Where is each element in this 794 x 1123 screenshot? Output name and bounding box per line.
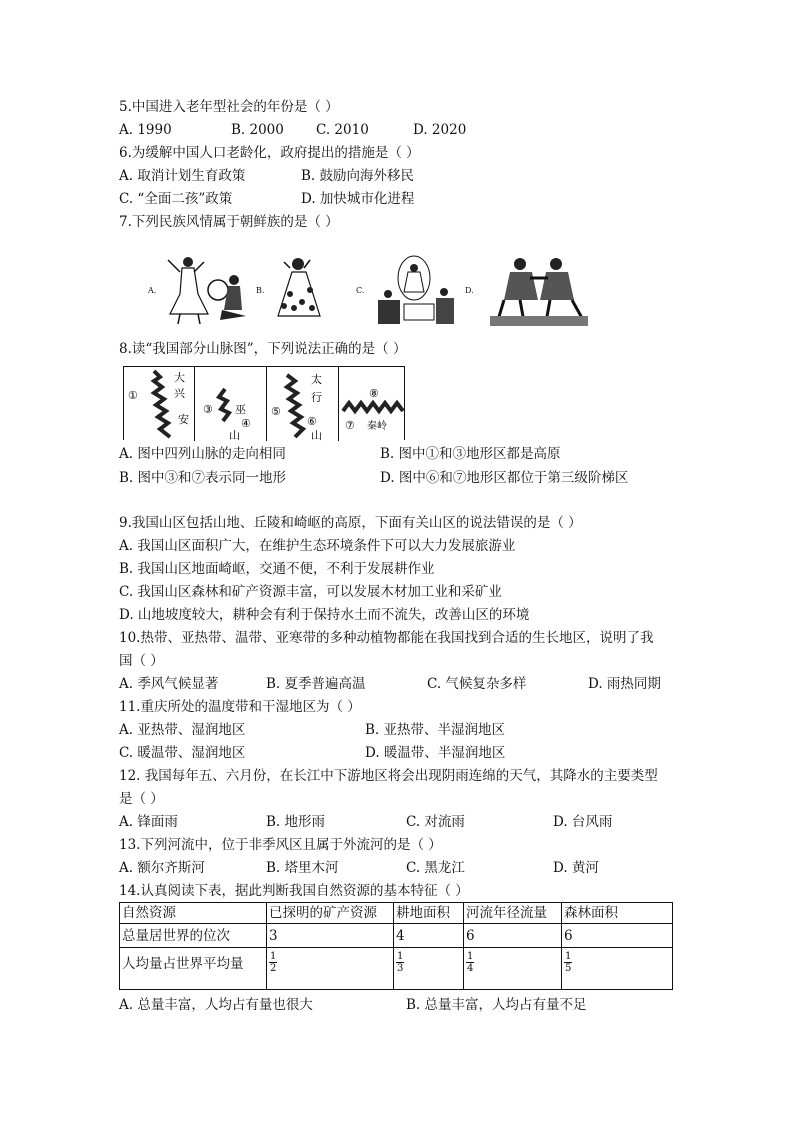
- q13-option-c: C. 黑龙江: [406, 860, 465, 876]
- q5-option-b: B. 2000: [231, 122, 284, 138]
- q5-option-a: A. 1990: [119, 122, 172, 138]
- panel-wushan: [195, 367, 267, 441]
- map-label-shan-2: 山: [229, 429, 240, 441]
- table-header-row: [120, 903, 673, 924]
- table-cell: [394, 948, 464, 990]
- table-cell: [464, 948, 562, 990]
- table-cell: 6: [562, 924, 673, 948]
- table-header-cell: 森林面积: [562, 903, 673, 924]
- q9-option-b: B. 我国山区地面崎岖，交通不便，不利于发展耕作业: [119, 561, 435, 577]
- q12-stem-line2: 是（ ）: [119, 791, 164, 807]
- ethnic-custom-images: [148, 254, 588, 326]
- table-cell: 人均量占世界平均量: [120, 948, 267, 990]
- q7-letter-b: B.: [256, 286, 265, 295]
- natural-resources-table: [119, 902, 673, 990]
- q10-option-c: C. 气候复杂多样: [427, 676, 527, 692]
- q9-option-a: A. 我国山区面积广大，在维护生态环境条件下可以大力发展旅游业: [119, 538, 516, 554]
- q8-option-c: B. 图中③和⑦表示同一地形: [119, 470, 287, 486]
- fraction: $\frac{1}{5}$: [565, 951, 572, 974]
- q5-option-d: D. 2020: [413, 122, 467, 138]
- q5-stem: 5.中国进入老年型社会的年份是（ ）: [119, 99, 339, 115]
- q10-option-a: A. 季风气候显著: [119, 676, 219, 692]
- fraction: $\frac{1}{3}$: [397, 951, 404, 974]
- q9-stem: 9.我国山区包括山地、丘陵和崎岖的高原，下面有关山区的说法错误的是（ ）: [119, 515, 582, 531]
- table-header-cell: 已探明的矿产资源: [267, 903, 394, 924]
- q14-option-b: B. 总量丰富，人均占有量不足: [406, 997, 587, 1013]
- table-header-cell: 河流年径流量: [464, 903, 562, 924]
- map-label-shan-3: 山: [311, 429, 322, 441]
- q11-option-b: B. 亚热带、半湿润地区: [365, 722, 506, 738]
- q12-option-d: D. 台风雨: [553, 814, 613, 830]
- q11-option-d: D. 暖温带、半湿润地区: [365, 745, 506, 761]
- q7-letter-d: D.: [465, 286, 474, 295]
- q10-stem-line1: 10.热带、亚热带、温带、亚寒带的多种动植物都能在我国找到合适的生长地区，说明了我: [119, 630, 654, 646]
- q11-option-a: A. 亚热带、湿润地区: [119, 722, 246, 738]
- q14-option-a: A. 总量丰富，人均占有量也很大: [119, 997, 313, 1013]
- figure-c-swing-scene: [374, 254, 458, 326]
- table-cell: [562, 948, 673, 990]
- q7-letter-c: C.: [356, 286, 365, 295]
- q9-option-d: D. 山地坡度较大，耕种会有利于保持水土而不流失，改善山区的环境: [119, 607, 530, 623]
- panel-qinling: [339, 367, 406, 441]
- panel-daxinganling: [124, 367, 195, 441]
- q13-stem: 13.下列河流中，位于非季风区且属于外流河的是（ ）: [119, 837, 442, 853]
- fraction: $\frac{1}{4}$: [467, 951, 474, 974]
- q8-option-d: D. 图中⑥和⑦地形区都位于第三级阶梯区: [380, 470, 629, 486]
- map-label-an: 安: [178, 413, 189, 426]
- map-label-8: ⑧: [369, 387, 379, 400]
- map-label-wu: 巫: [235, 403, 246, 416]
- q8-option-a: A. 图中四列山脉的走向相同: [119, 446, 286, 462]
- q12-option-c: C. 对流雨: [406, 814, 465, 830]
- figure-b-dancer: [270, 254, 332, 326]
- q12-stem-line1: 12. 我国每年五、六月份，在长江中下游地区将会出现阴雨连绵的天气，其降水的主要类型: [119, 768, 658, 784]
- q5-option-c: C. 2010: [316, 122, 369, 138]
- q8-stem: 8.读“我国部分山脉图”，下列说法正确的是（ ）: [119, 341, 407, 357]
- table-cell: 6: [464, 924, 562, 948]
- figure-a-dancers-drum: [162, 254, 246, 326]
- map-label-xing-2: 行: [311, 391, 322, 404]
- q14-stem: 14.认真阅读下表，据此判断我国自然资源的基本特征（ ）: [119, 883, 469, 899]
- map-label-5: ⑤: [271, 405, 281, 418]
- q8-option-b: B. 图中①和③地形区都是高原: [380, 446, 561, 462]
- table-header-cell: 自然资源: [120, 903, 267, 924]
- q11-stem: 11.重庆所处的温度带和干湿地区为（ ）: [119, 699, 361, 715]
- table-cell: 总量居世界的位次: [120, 924, 267, 948]
- q6-option-d: D. 加快城市化进程: [301, 191, 415, 207]
- table-cell: 4: [394, 924, 464, 948]
- q6-option-a: A. 取消计划生育政策: [119, 168, 246, 184]
- table-row: [120, 924, 673, 948]
- table-row: [120, 948, 673, 990]
- map-label-7: ⑦: [345, 419, 355, 432]
- map-label-3: ③: [203, 403, 213, 416]
- q12-option-a: A. 锋面雨: [119, 814, 178, 830]
- q13-option-d: D. 黄河: [553, 860, 599, 876]
- map-label-4: ④: [241, 417, 251, 430]
- q7-letter-a: A.: [148, 286, 157, 295]
- q11-option-c: C. 暖温带、湿润地区: [119, 745, 246, 761]
- map-label-6: ⑥: [307, 415, 317, 428]
- panel-taihangshan: [267, 367, 339, 441]
- q13-option-b: B. 塔里木河: [266, 860, 339, 876]
- q13-option-a: A. 额尔齐斯河: [119, 860, 205, 876]
- q10-stem-line2: 国（ ）: [119, 653, 164, 669]
- map-label-1: ①: [128, 389, 138, 402]
- fraction: $\frac{1}{2}$: [270, 951, 277, 974]
- table-header-cell: 耕地面积: [394, 903, 464, 924]
- q10-option-d: D. 雨热同期: [588, 676, 661, 692]
- q7-stem: 7.下列民族风情属于朝鲜族的是（ ）: [119, 214, 339, 230]
- map-label-tai: 太: [311, 373, 322, 386]
- table-cell: [267, 948, 394, 990]
- figure-d-wrestlers: [490, 254, 588, 326]
- table-cell: 3: [267, 924, 394, 948]
- q9-option-c: C. 我国山区森林和矿产资源丰富，可以发展木材加工业和采矿业: [119, 584, 502, 600]
- q6-option-b: B. 鼓励向海外移民: [301, 168, 415, 184]
- map-label-qinling: 秦岭: [367, 421, 387, 432]
- q6-option-c: C. “全面二孩”政策: [119, 191, 233, 207]
- q6-stem: 6.为缓解中国人口老龄化，政府提出的措施是（ ）: [119, 145, 420, 161]
- map-label-xing: 兴: [174, 387, 185, 400]
- q12-option-b: B. 地形雨: [266, 814, 326, 830]
- q10-option-b: B. 夏季普遍高温: [266, 676, 366, 692]
- map-label-da: 大: [174, 371, 185, 384]
- mountain-ranges-map: [123, 366, 405, 440]
